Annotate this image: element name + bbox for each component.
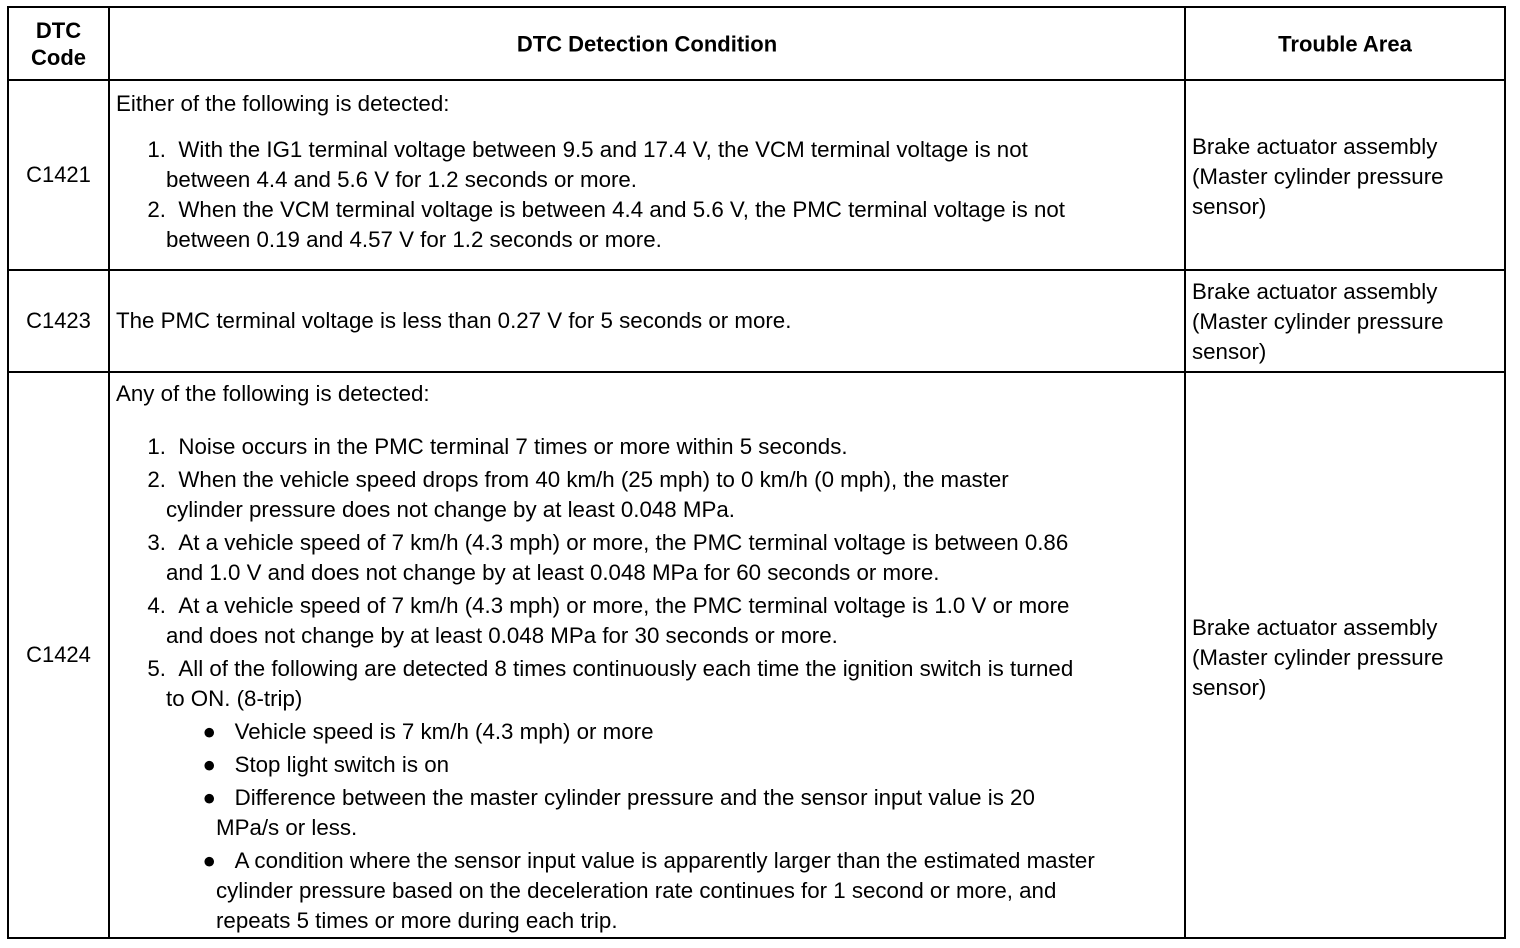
list-item: 5. All of the following are detected 8 times continuously each time the ignition switch is turned to ON. (8-trip) — [147, 656, 1074, 711]
list-item: 4. At a vehicle speed of 7 km/h (4.3 mph) or more, the PMC terminal voltage is 1.0 V or more and does not change by at least 0.048 MPa for 30 seconds or more. — [147, 593, 1070, 648]
dtc-table — [7, 6, 1506, 939]
list-item: 1. With the IG1 terminal voltage between 9.5 and 17.4 V, the VCM terminal voltage is not between 4.4 and 5.6 V for 1.2 seconds or more. — [147, 137, 1028, 192]
dtc-code-cell — [9, 373, 110, 937]
header-code-line1: DTC — [35, 17, 82, 43]
table-row-c1423 — [9, 269, 1504, 371]
detection-condition-cell — [110, 81, 1186, 269]
condition-intro: Either of the following is detected: — [116, 91, 450, 116]
list-item: 1. Noise occurs in the PMC terminal 7 times or more within 5 seconds. — [147, 434, 848, 459]
table-row-c1421 — [9, 79, 1504, 269]
table-row-c1424 — [9, 371, 1504, 937]
header-detection-condition — [110, 8, 1186, 79]
bullet-icon: ● — [202, 752, 216, 777]
detection-condition-cell — [110, 373, 1186, 937]
header-trouble-area — [1186, 8, 1504, 79]
bullet-item: ● Difference between the master cylinder pressure and the sensor input value is 20 MPa/s or less. — [116, 783, 1180, 843]
bullet-icon: ● — [202, 719, 216, 744]
trouble-area-cell: Brake actuator assembly (Master cylinder pressure sensor) — [1192, 615, 1444, 700]
bullet-item: ● A condition where the sensor input value is apparently larger than the estimated master cylinder pressure based on the deceleration rate continues for 1 second or more, and repeats 5 times or more during each trip. — [116, 846, 1180, 936]
header-dtc-code — [9, 8, 110, 79]
list-item: 2. When the VCM terminal voltage is between 4.4 and 5.6 V, the PMC terminal voltage is not between 0.19 and 4.57 V for 1.2 seconds or more. — [147, 197, 1065, 252]
dtc-code: C1424 — [26, 642, 91, 667]
header-trouble-label: Trouble Area — [1278, 31, 1412, 56]
dtc-code: C1423 — [26, 308, 91, 333]
bullet-icon: ● — [202, 848, 216, 873]
condition-text: The PMC terminal voltage is less than 0.27 V for 5 seconds or more. — [116, 308, 792, 333]
trouble-area-cell: Brake actuator assembly (Master cylinder pressure sensor) — [1192, 134, 1444, 219]
detection-condition-cell — [110, 271, 1186, 371]
list-item: 2. When the vehicle speed drops from 40 km/h (25 mph) to 0 km/h (0 mph), the master cylinder pressure does not change by at least 0.048 MPa. — [147, 467, 1009, 522]
table-header-row — [9, 8, 1504, 79]
bullet-item: ● Stop light switch is on — [116, 750, 1180, 780]
bullet-icon: ● — [202, 785, 216, 810]
dtc-code-cell — [9, 81, 110, 269]
header-code-line2: Code — [31, 44, 86, 70]
condition-intro: Any of the following is detected: — [116, 381, 430, 406]
dtc-code: C1421 — [26, 162, 91, 187]
header-condition-label: DTC Detection Condition — [516, 31, 778, 56]
dtc-code-cell — [9, 271, 110, 371]
list-item: 3. At a vehicle speed of 7 km/h (4.3 mph) or more, the PMC terminal voltage is between 0.86 and 1.0 V and does not change by at least 0.048 MPa for 60 seconds or more. — [147, 530, 1069, 585]
bullet-item: ● Vehicle speed is 7 km/h (4.3 mph) or more — [116, 717, 1180, 747]
trouble-area-cell: Brake actuator assembly (Master cylinder pressure sensor) — [1192, 279, 1444, 364]
